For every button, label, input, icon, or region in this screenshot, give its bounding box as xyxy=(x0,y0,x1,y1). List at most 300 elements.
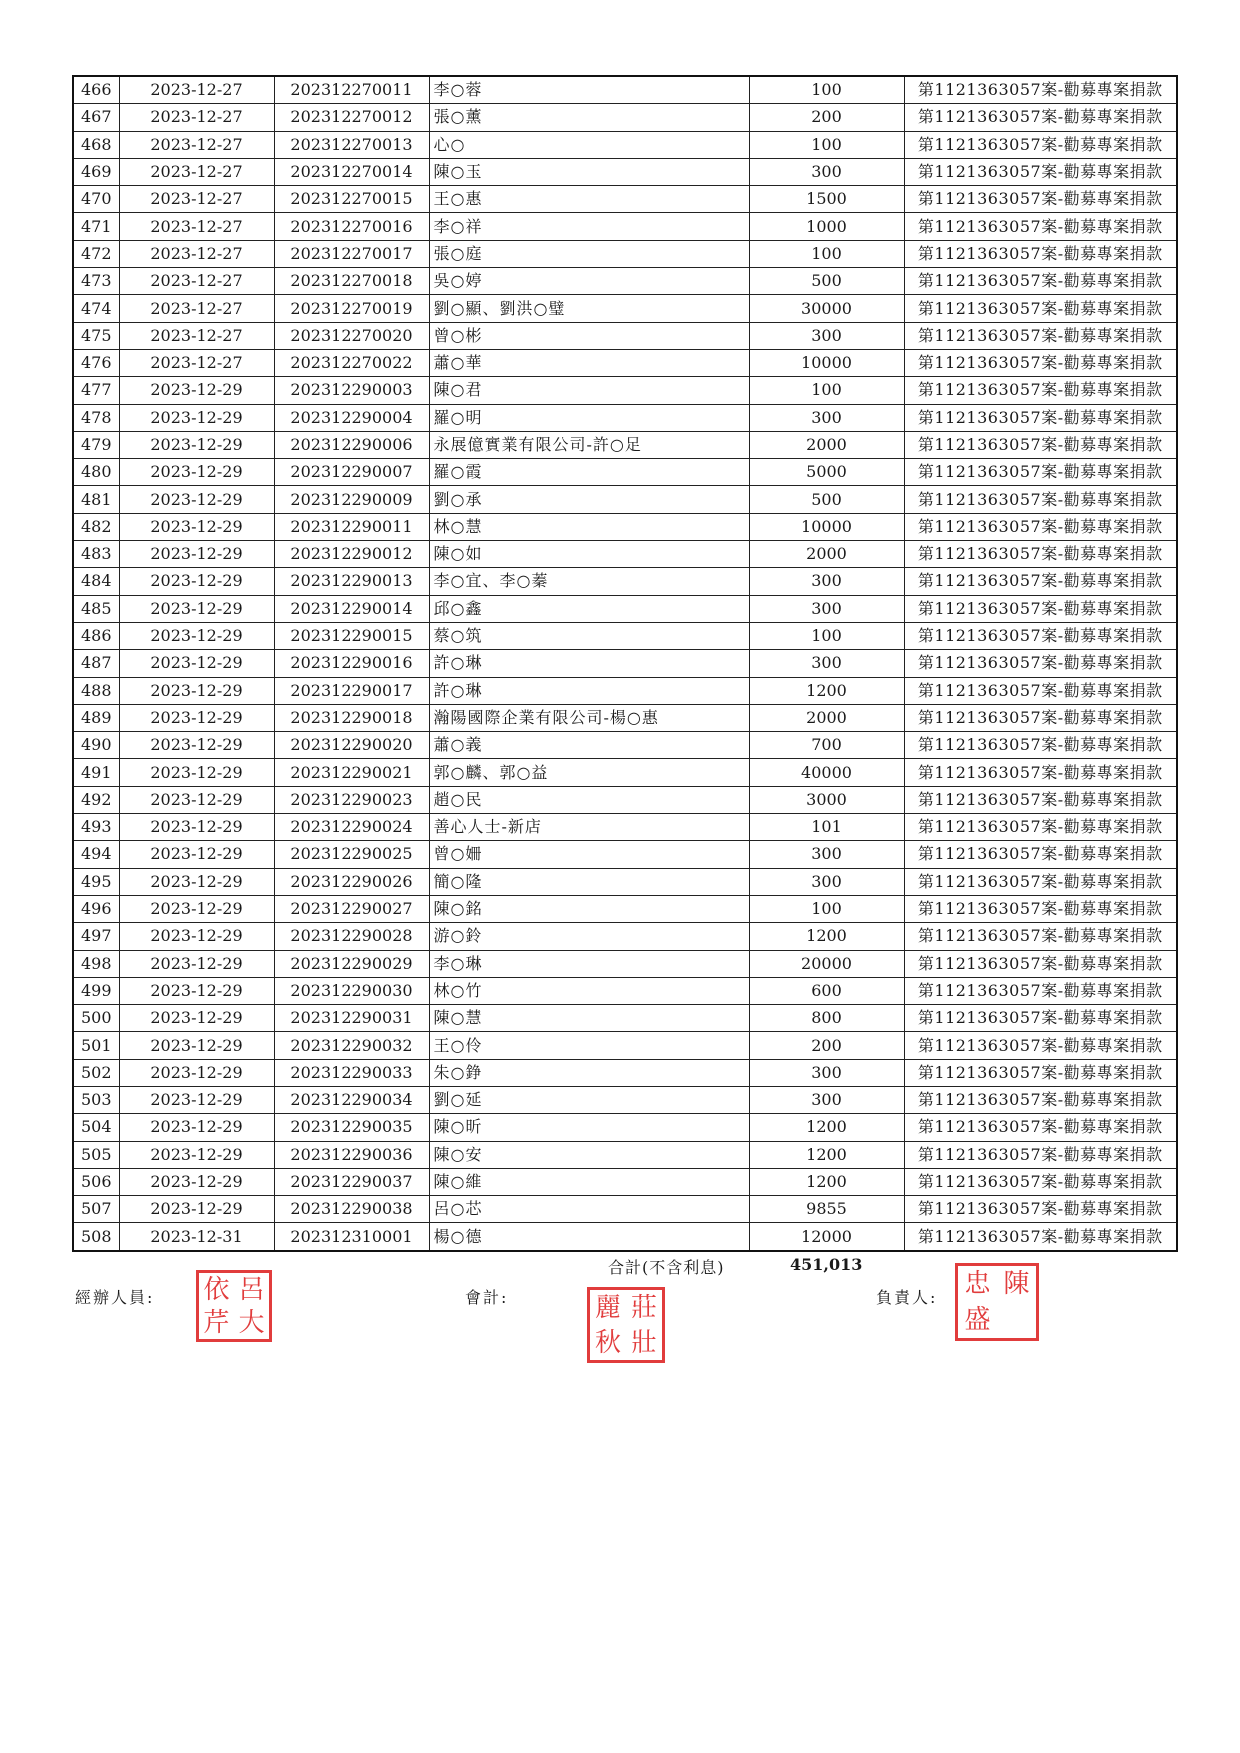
donation-date: 2023-12-27 xyxy=(119,104,274,131)
seal-char: 大 xyxy=(238,1307,265,1338)
donor-name: 心○ xyxy=(429,131,749,158)
donation-purpose: 第1121363057案-勸募專案捐款 xyxy=(904,240,1177,267)
receipt-number: 202312290012 xyxy=(274,541,429,568)
donor-name: 羅○霞 xyxy=(429,459,749,486)
donor-name: 陳○安 xyxy=(429,1141,749,1168)
donation-amount: 2000 xyxy=(749,541,904,568)
handler-seal xyxy=(196,1270,272,1342)
row-number: 488 xyxy=(73,677,119,704)
donor-name: 許○琳 xyxy=(429,677,749,704)
receipt-number: 202312270015 xyxy=(274,186,429,213)
donor-name: 游○鈴 xyxy=(429,923,749,950)
receipt-number: 202312290037 xyxy=(274,1168,429,1195)
receipt-number: 202312290021 xyxy=(274,759,429,786)
donor-name: 陳○維 xyxy=(429,1168,749,1195)
donation-date: 2023-12-29 xyxy=(119,1005,274,1032)
donation-date: 2023-12-29 xyxy=(119,704,274,731)
donation-amount: 10000 xyxy=(749,349,904,376)
seal-char: 壯 xyxy=(630,1327,657,1358)
table-row xyxy=(73,459,1177,486)
donation-purpose: 第1121363057案-勸募專案捐款 xyxy=(904,1005,1177,1032)
donation-purpose: 第1121363057案-勸募專案捐款 xyxy=(904,404,1177,431)
row-number: 483 xyxy=(73,541,119,568)
table-row xyxy=(73,186,1177,213)
donation-purpose: 第1121363057案-勸募專案捐款 xyxy=(904,1168,1177,1195)
donor-name: 邱○鑫 xyxy=(429,595,749,622)
donation-amount: 1200 xyxy=(749,1114,904,1141)
donation-purpose: 第1121363057案-勸募專案捐款 xyxy=(904,1196,1177,1223)
donation-purpose: 第1121363057案-勸募專案捐款 xyxy=(904,977,1177,1004)
row-number: 492 xyxy=(73,786,119,813)
row-number: 498 xyxy=(73,950,119,977)
seal-char: 陳 xyxy=(1003,1269,1030,1299)
donor-name: 羅○明 xyxy=(429,404,749,431)
donation-amount: 300 xyxy=(749,595,904,622)
table-row xyxy=(73,104,1177,131)
seal-char: 忠 xyxy=(964,1269,991,1299)
receipt-number: 202312290014 xyxy=(274,595,429,622)
receipt-number: 202312270012 xyxy=(274,104,429,131)
receipt-number: 202312290023 xyxy=(274,786,429,813)
donation-purpose: 第1121363057案-勸募專案捐款 xyxy=(904,895,1177,922)
row-number: 473 xyxy=(73,268,119,295)
donation-amount: 3000 xyxy=(749,786,904,813)
row-number: 491 xyxy=(73,759,119,786)
donation-date: 2023-12-29 xyxy=(119,1168,274,1195)
row-number: 501 xyxy=(73,1032,119,1059)
table-row xyxy=(73,759,1177,786)
responsible-seal xyxy=(955,1263,1039,1341)
donor-name: 李○祥 xyxy=(429,213,749,240)
donor-name: 陳○如 xyxy=(429,541,749,568)
donation-purpose: 第1121363057案-勸募專案捐款 xyxy=(904,431,1177,458)
receipt-number: 202312270018 xyxy=(274,268,429,295)
donor-name: 趙○民 xyxy=(429,786,749,813)
donation-table-body xyxy=(73,76,1177,1251)
receipt-number: 202312290028 xyxy=(274,923,429,950)
donation-amount: 800 xyxy=(749,1005,904,1032)
receipt-number: 202312270013 xyxy=(274,131,429,158)
donation-amount: 9855 xyxy=(749,1196,904,1223)
receipt-number: 202312290034 xyxy=(274,1086,429,1113)
table-row xyxy=(73,568,1177,595)
donation-date: 2023-12-27 xyxy=(119,295,274,322)
receipt-number: 202312310001 xyxy=(274,1223,429,1251)
receipt-number: 202312290035 xyxy=(274,1114,429,1141)
row-number: 468 xyxy=(73,131,119,158)
accountant-label: 會計: xyxy=(465,1288,509,1307)
donation-purpose: 第1121363057案-勸募專案捐款 xyxy=(904,923,1177,950)
table-row xyxy=(73,322,1177,349)
donor-name: 林○竹 xyxy=(429,977,749,1004)
donation-purpose: 第1121363057案-勸募專案捐款 xyxy=(904,950,1177,977)
row-number: 497 xyxy=(73,923,119,950)
row-number: 474 xyxy=(73,295,119,322)
donation-date: 2023-12-29 xyxy=(119,459,274,486)
row-number: 496 xyxy=(73,895,119,922)
donation-purpose: 第1121363057案-勸募專案捐款 xyxy=(904,1059,1177,1086)
receipt-number: 202312270019 xyxy=(274,295,429,322)
receipt-number: 202312270022 xyxy=(274,349,429,376)
table-row xyxy=(73,541,1177,568)
table-row xyxy=(73,1223,1177,1251)
receipt-number: 202312290031 xyxy=(274,1005,429,1032)
table-row xyxy=(73,1086,1177,1113)
receipt-number: 202312290009 xyxy=(274,486,429,513)
row-number: 489 xyxy=(73,704,119,731)
donation-date: 2023-12-29 xyxy=(119,541,274,568)
row-number: 481 xyxy=(73,486,119,513)
donation-amount: 300 xyxy=(749,841,904,868)
donation-purpose: 第1121363057案-勸募專案捐款 xyxy=(904,868,1177,895)
donation-date: 2023-12-29 xyxy=(119,568,274,595)
table-row xyxy=(73,131,1177,158)
donation-purpose: 第1121363057案-勸募專案捐款 xyxy=(904,295,1177,322)
donation-amount: 40000 xyxy=(749,759,904,786)
donation-date: 2023-12-29 xyxy=(119,868,274,895)
donation-amount: 100 xyxy=(749,240,904,267)
receipt-number: 202312270014 xyxy=(274,158,429,185)
donation-amount: 300 xyxy=(749,1059,904,1086)
donor-name: 李○宜、李○蓁 xyxy=(429,568,749,595)
donor-name: 朱○錚 xyxy=(429,1059,749,1086)
donor-name: 陳○玉 xyxy=(429,158,749,185)
row-number: 502 xyxy=(73,1059,119,1086)
receipt-number: 202312290026 xyxy=(274,868,429,895)
receipt-number: 202312290007 xyxy=(274,459,429,486)
receipt-number: 202312270011 xyxy=(274,76,429,104)
table-row xyxy=(73,268,1177,295)
donation-date: 2023-12-27 xyxy=(119,240,274,267)
donor-name: 張○庭 xyxy=(429,240,749,267)
receipt-number: 202312290016 xyxy=(274,650,429,677)
donation-amount: 30000 xyxy=(749,295,904,322)
donation-amount: 1200 xyxy=(749,1168,904,1195)
handler-label: 經辦人員: xyxy=(75,1288,155,1307)
row-number: 479 xyxy=(73,431,119,458)
seal-char: 莊 xyxy=(630,1292,657,1323)
donation-amount: 2000 xyxy=(749,704,904,731)
donor-name: 陳○慧 xyxy=(429,1005,749,1032)
donation-amount: 2000 xyxy=(749,431,904,458)
table-row xyxy=(73,704,1177,731)
receipt-number: 202312290018 xyxy=(274,704,429,731)
donation-amount: 100 xyxy=(749,76,904,104)
donation-amount: 700 xyxy=(749,732,904,759)
donation-amount: 1200 xyxy=(749,677,904,704)
donation-amount: 500 xyxy=(749,268,904,295)
row-number: 487 xyxy=(73,650,119,677)
donation-date: 2023-12-29 xyxy=(119,923,274,950)
table-row xyxy=(73,895,1177,922)
row-number: 475 xyxy=(73,322,119,349)
donation-date: 2023-12-29 xyxy=(119,404,274,431)
donation-purpose: 第1121363057案-勸募專案捐款 xyxy=(904,349,1177,376)
receipt-number: 202312290013 xyxy=(274,568,429,595)
total-value: 451,013 xyxy=(790,1255,863,1274)
seal-char: 秋 xyxy=(594,1327,621,1358)
donation-date: 2023-12-29 xyxy=(119,1196,274,1223)
donation-amount: 10000 xyxy=(749,513,904,540)
donation-purpose: 第1121363057案-勸募專案捐款 xyxy=(904,158,1177,185)
table-row xyxy=(73,677,1177,704)
donor-name: 曾○姍 xyxy=(429,841,749,868)
row-number: 500 xyxy=(73,1005,119,1032)
donation-purpose: 第1121363057案-勸募專案捐款 xyxy=(904,622,1177,649)
donor-name: 陳○銘 xyxy=(429,895,749,922)
row-number: 508 xyxy=(73,1223,119,1251)
receipt-number: 202312290006 xyxy=(274,431,429,458)
donor-name: 陳○君 xyxy=(429,377,749,404)
row-number: 478 xyxy=(73,404,119,431)
row-number: 467 xyxy=(73,104,119,131)
row-number: 485 xyxy=(73,595,119,622)
table-row xyxy=(73,513,1177,540)
donation-amount: 5000 xyxy=(749,459,904,486)
donor-name: 吳○婷 xyxy=(429,268,749,295)
row-number: 504 xyxy=(73,1114,119,1141)
donation-table xyxy=(72,75,1178,1252)
donor-name: 李○蓉 xyxy=(429,76,749,104)
donation-purpose: 第1121363057案-勸募專案捐款 xyxy=(904,486,1177,513)
donation-date: 2023-12-29 xyxy=(119,677,274,704)
donation-date: 2023-12-29 xyxy=(119,377,274,404)
table-row xyxy=(73,923,1177,950)
table-row xyxy=(73,158,1177,185)
donation-purpose: 第1121363057案-勸募專案捐款 xyxy=(904,568,1177,595)
table-row xyxy=(73,240,1177,267)
donation-purpose: 第1121363057案-勸募專案捐款 xyxy=(904,131,1177,158)
donation-date: 2023-12-27 xyxy=(119,158,274,185)
donation-date: 2023-12-29 xyxy=(119,595,274,622)
donation-date: 2023-12-29 xyxy=(119,786,274,813)
donation-purpose: 第1121363057案-勸募專案捐款 xyxy=(904,513,1177,540)
donation-date: 2023-12-29 xyxy=(119,977,274,1004)
donation-purpose: 第1121363057案-勸募專案捐款 xyxy=(904,650,1177,677)
table-row xyxy=(73,295,1177,322)
donation-date: 2023-12-29 xyxy=(119,1114,274,1141)
row-number: 484 xyxy=(73,568,119,595)
seal-char: 芹 xyxy=(203,1307,230,1338)
donor-name: 郭○麟、郭○益 xyxy=(429,759,749,786)
donation-amount: 1200 xyxy=(749,923,904,950)
donor-name: 呂○芯 xyxy=(429,1196,749,1223)
donation-amount: 600 xyxy=(749,977,904,1004)
table-row xyxy=(73,377,1177,404)
row-number: 482 xyxy=(73,513,119,540)
donor-name: 蕭○義 xyxy=(429,732,749,759)
donation-amount: 300 xyxy=(749,650,904,677)
receipt-number: 202312290036 xyxy=(274,1141,429,1168)
row-number: 470 xyxy=(73,186,119,213)
donor-name: 許○琳 xyxy=(429,650,749,677)
donation-date: 2023-12-29 xyxy=(119,732,274,759)
donor-name: 曾○彬 xyxy=(429,322,749,349)
donation-amount: 100 xyxy=(749,622,904,649)
donation-amount: 300 xyxy=(749,568,904,595)
donation-date: 2023-12-29 xyxy=(119,950,274,977)
receipt-number: 202312290025 xyxy=(274,841,429,868)
receipt-number: 202312290033 xyxy=(274,1059,429,1086)
table-row xyxy=(73,786,1177,813)
donation-amount: 200 xyxy=(749,1032,904,1059)
donation-date: 2023-12-29 xyxy=(119,759,274,786)
donation-date: 2023-12-27 xyxy=(119,131,274,158)
receipt-number: 202312290015 xyxy=(274,622,429,649)
donation-amount: 300 xyxy=(749,404,904,431)
seal-char: 盛 xyxy=(964,1305,991,1335)
donation-purpose: 第1121363057案-勸募專案捐款 xyxy=(904,732,1177,759)
donor-name: 蕭○華 xyxy=(429,349,749,376)
row-number: 466 xyxy=(73,76,119,104)
receipt-number: 202312290029 xyxy=(274,950,429,977)
table-row xyxy=(73,76,1177,104)
table-row xyxy=(73,1168,1177,1195)
donation-date: 2023-12-31 xyxy=(119,1223,274,1251)
responsible-label: 負責人: xyxy=(876,1288,938,1307)
donor-name: 蔡○筑 xyxy=(429,622,749,649)
donor-name: 永展億實業有限公司-許○足 xyxy=(429,431,749,458)
donation-purpose: 第1121363057案-勸募專案捐款 xyxy=(904,76,1177,104)
row-number: 507 xyxy=(73,1196,119,1223)
table-row xyxy=(73,1032,1177,1059)
table-row xyxy=(73,595,1177,622)
row-number: 505 xyxy=(73,1141,119,1168)
row-number: 476 xyxy=(73,349,119,376)
table-row xyxy=(73,1141,1177,1168)
row-number: 469 xyxy=(73,158,119,185)
total-label: 合計(不含利息) xyxy=(608,1258,725,1277)
table-row xyxy=(73,950,1177,977)
row-number: 471 xyxy=(73,213,119,240)
donor-name: 簡○隆 xyxy=(429,868,749,895)
row-number: 503 xyxy=(73,1086,119,1113)
donation-purpose: 第1121363057案-勸募專案捐款 xyxy=(904,322,1177,349)
seal-char: 麗 xyxy=(594,1292,621,1323)
donation-purpose: 第1121363057案-勸募專案捐款 xyxy=(904,541,1177,568)
table-row xyxy=(73,486,1177,513)
donation-date: 2023-12-29 xyxy=(119,622,274,649)
donor-name: 張○薰 xyxy=(429,104,749,131)
donation-amount: 1200 xyxy=(749,1141,904,1168)
receipt-number: 202312270017 xyxy=(274,240,429,267)
donor-name: 劉○顯、劉洪○璧 xyxy=(429,295,749,322)
donation-purpose: 第1121363057案-勸募專案捐款 xyxy=(904,841,1177,868)
donation-date: 2023-12-27 xyxy=(119,268,274,295)
donation-amount: 300 xyxy=(749,322,904,349)
donation-purpose: 第1121363057案-勸募專案捐款 xyxy=(904,1086,1177,1113)
row-number: 494 xyxy=(73,841,119,868)
row-number: 480 xyxy=(73,459,119,486)
donation-date: 2023-12-29 xyxy=(119,486,274,513)
donor-name: 陳○昕 xyxy=(429,1114,749,1141)
donation-purpose: 第1121363057案-勸募專案捐款 xyxy=(904,814,1177,841)
donation-date: 2023-12-29 xyxy=(119,1032,274,1059)
table-row xyxy=(73,977,1177,1004)
donation-date: 2023-12-27 xyxy=(119,213,274,240)
donor-name: 林○慧 xyxy=(429,513,749,540)
donation-purpose: 第1121363057案-勸募專案捐款 xyxy=(904,759,1177,786)
donation-purpose: 第1121363057案-勸募專案捐款 xyxy=(904,268,1177,295)
table-row xyxy=(73,622,1177,649)
donor-name: 王○伶 xyxy=(429,1032,749,1059)
seal-char: 呂 xyxy=(238,1274,265,1305)
donation-amount: 200 xyxy=(749,104,904,131)
receipt-number: 202312290030 xyxy=(274,977,429,1004)
donation-amount: 100 xyxy=(749,377,904,404)
table-row xyxy=(73,1005,1177,1032)
donation-amount: 1500 xyxy=(749,186,904,213)
row-number: 506 xyxy=(73,1168,119,1195)
donation-purpose: 第1121363057案-勸募專案捐款 xyxy=(904,1032,1177,1059)
donation-purpose: 第1121363057案-勸募專案捐款 xyxy=(904,104,1177,131)
table-row xyxy=(73,431,1177,458)
table-row xyxy=(73,349,1177,376)
table-row xyxy=(73,814,1177,841)
donation-purpose: 第1121363057案-勸募專案捐款 xyxy=(904,377,1177,404)
table-row xyxy=(73,1059,1177,1086)
donation-date: 2023-12-27 xyxy=(119,322,274,349)
table-row xyxy=(73,732,1177,759)
row-number: 495 xyxy=(73,868,119,895)
row-number: 499 xyxy=(73,977,119,1004)
donation-amount: 12000 xyxy=(749,1223,904,1251)
donation-purpose: 第1121363057案-勸募專案捐款 xyxy=(904,595,1177,622)
table-row xyxy=(73,1114,1177,1141)
donor-name: 王○惠 xyxy=(429,186,749,213)
donor-name: 劉○延 xyxy=(429,1086,749,1113)
donation-purpose: 第1121363057案-勸募專案捐款 xyxy=(904,459,1177,486)
donation-amount: 300 xyxy=(749,1086,904,1113)
receipt-number: 202312290032 xyxy=(274,1032,429,1059)
row-number: 490 xyxy=(73,732,119,759)
donation-date: 2023-12-27 xyxy=(119,186,274,213)
donation-purpose: 第1121363057案-勸募專案捐款 xyxy=(904,213,1177,240)
receipt-number: 202312270020 xyxy=(274,322,429,349)
row-number: 477 xyxy=(73,377,119,404)
donation-purpose: 第1121363057案-勸募專案捐款 xyxy=(904,677,1177,704)
receipt-number: 202312290024 xyxy=(274,814,429,841)
donation-amount: 300 xyxy=(749,158,904,185)
donation-date: 2023-12-29 xyxy=(119,1086,274,1113)
total-row xyxy=(608,1255,863,1278)
donation-purpose: 第1121363057案-勸募專案捐款 xyxy=(904,1141,1177,1168)
donation-date: 2023-12-29 xyxy=(119,1141,274,1168)
donation-date: 2023-12-29 xyxy=(119,895,274,922)
donation-amount: 100 xyxy=(749,131,904,158)
table-row xyxy=(73,1196,1177,1223)
accountant-seal xyxy=(587,1287,665,1363)
table-row xyxy=(73,213,1177,240)
donation-amount: 1000 xyxy=(749,213,904,240)
row-number: 493 xyxy=(73,814,119,841)
receipt-number: 202312290003 xyxy=(274,377,429,404)
receipt-number: 202312270016 xyxy=(274,213,429,240)
donation-amount: 500 xyxy=(749,486,904,513)
donor-name: 瀚陽國際企業有限公司-楊○惠 xyxy=(429,704,749,731)
donation-date: 2023-12-27 xyxy=(119,76,274,104)
donor-name: 楊○德 xyxy=(429,1223,749,1251)
receipt-number: 202312290011 xyxy=(274,513,429,540)
donation-date: 2023-12-27 xyxy=(119,349,274,376)
donation-amount: 20000 xyxy=(749,950,904,977)
donation-purpose: 第1121363057案-勸募專案捐款 xyxy=(904,1114,1177,1141)
donation-date: 2023-12-29 xyxy=(119,431,274,458)
donation-date: 2023-12-29 xyxy=(119,1059,274,1086)
donation-date: 2023-12-29 xyxy=(119,650,274,677)
table-row xyxy=(73,868,1177,895)
donation-purpose: 第1121363057案-勸募專案捐款 xyxy=(904,1223,1177,1251)
